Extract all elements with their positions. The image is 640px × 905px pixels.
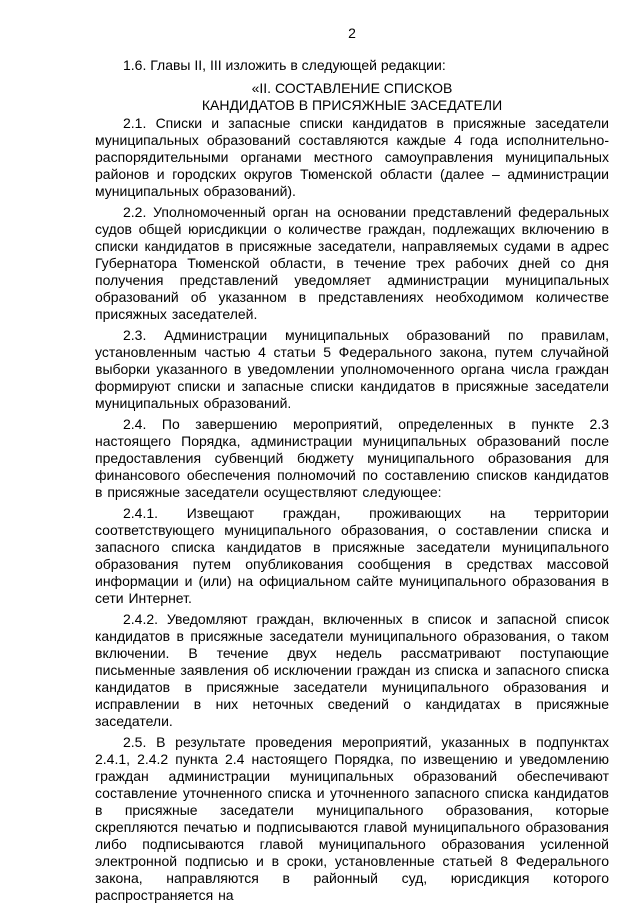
paragraph-2-4-2: 2.4.2. Уведомляют граждан, включенных в список и запасной список кандидатов в присяжные заседатели муниципального образования, о таком включении. В течение двух недель рассматривают поступающие письменные заявления об исключении граждан из списка и запасного списка кандидатов в присяжные заседатели муниципального образования и исправлении в них неточных сведений о кандидатах в присяжные заседатели.	[95, 611, 609, 729]
paragraph-2-1: 2.1. Списки и запасные списки кандидатов в присяжные заседатели муниципальных образований составляются каждые 4 года исполнительно-распорядительными органами местного самоуправления муниципальных районов и городских округов Тюменской области (далее – администрации муниципальных образований).	[95, 115, 609, 199]
paragraph-2-4: 2.4. По завершению мероприятий, определенных в пункте 2.3 настоящего Порядка, администрации муниципальных образований после предоставления субвенций бюджету муниципального образования для финансового обеспечения полномочий по составлению списков кандидатов в присяжные заседатели осуществляют следующее:	[95, 416, 609, 500]
paragraph-2-4-1: 2.4.1. Извещают граждан, проживающих на территории соответствующего муниципального образования, о составлении списка и запасного списка кандидатов в присяжные заседатели муниципального образования путем опубликования сообщения в средствах массовой информации и (или) на официальном сайте муниципального образования в сети Интернет.	[95, 505, 609, 606]
paragraph-2-2: 2.2. Уполномоченный орган на основании представлений федеральных судов общей юрисдикции о количестве граждан, подлежащих включению в списки кандидатов в присяжные заседатели, направляемых судами в адрес Губернатора Тюменской области, в течение трех рабочих дней со дня получения представлений уведомляет администрации муниципальных образований об указанном в представлениях необходимом количестве присяжных заседателей.	[95, 204, 609, 322]
section-heading-line-2: КАНДИДАТОВ В ПРИСЯЖНЫЕ ЗАСЕДАТЕЛИ	[201, 97, 503, 113]
page-number: 2	[348, 25, 356, 41]
section-heading-line-1: «II. СОСТАВЛЕНИЕ СПИСКОВ	[251, 80, 453, 96]
paragraph-2-3: 2.3. Администрации муниципальных образований по правилам, установленным частью 4 статьи 5 Федерального закона, путем случайной выборки указанного в уведомлении уполномоченного органа числа граждан формируют списки и запасные списки кандидатов в присяжные заседатели муниципальных образований.	[95, 327, 609, 411]
paragraph-2-5: 2.5. В результате проведения мероприятий, указанных в подпунктах 2.4.1, 2.4.2 пункта 2.4 настоящего Порядка, по извещению и уведомлению граждан администрации муниципальных образований обеспечивают составление уточненного списка и уточненного запасного списка кандидатов в присяжные заседатели муниципального образования, которые скрепляются печатью и подписываются главой муниципального образования либо подписываются главой муниципального образования усиленной электронной подписью и в сроки, установленные статьей 8 Федерального закона, направляются в районный суд, юрисдикция которого распространяется на	[95, 734, 609, 903]
section-heading	[95, 80, 609, 114]
amendment-intro-line: 1.6. Главы II, III изложить в следующей редакции:	[123, 57, 446, 73]
